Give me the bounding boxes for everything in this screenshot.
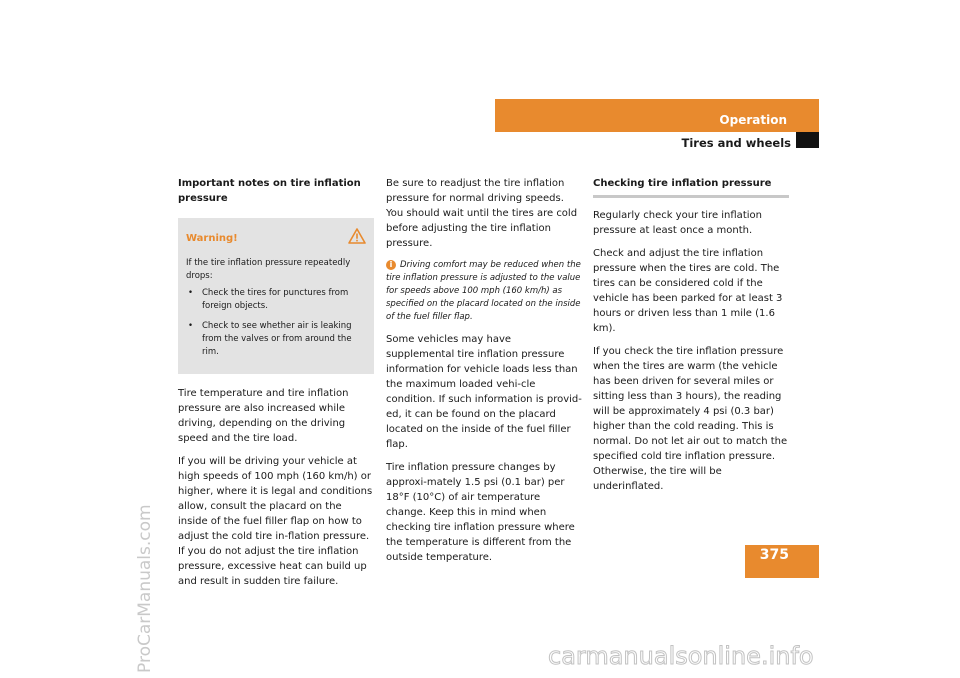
section-title: Operation <box>719 113 787 127</box>
page-number: 375 <box>759 547 789 563</box>
info-note-text: Driving comfort may be reduced when the tire inflation pressure is adjusted to the value for speeds above 100 mph (160 km/h) as specified on the placard located on the inside of the fuel filler flap. <box>386 260 581 322</box>
warning-intro: If the tire inflation pressure repeatedly drops: <box>186 258 351 281</box>
paragraph: If you check the tire inflation pressure when the tires are warm (the vehicle has been driven for several miles or sitting less than 3 hours), the reading will be approximately 4 psi (0.3 bar) higher than the cold reading. This is normal. Do not let air out to match the specified cold tire inflation pressure. Otherwise, the tire will be underinflated. <box>593 346 788 492</box>
paragraph: Tire inflation pressure changes by approxi-mately 1.5 psi (0.1 bar) per 18°F (10°C) of air temperature change. Keep this in mind when checking tire inflation pressure where the temperature is different from the outside temperature. <box>386 462 575 563</box>
warning-item: • Check to see whether air is leaking from the valves or from around the rim. <box>186 320 366 359</box>
side-watermark <box>128 258 158 678</box>
warning-title: Warning! <box>186 233 238 244</box>
section-heading: Important notes on tire inflation pressure <box>178 178 361 204</box>
paragraph: Check and adjust the tire inflation pressure when the tires are cold. The tires can be considered cold if the vehicle has been parked for at least 3 hours or driven less than 1 mile (1.6 km). <box>593 248 783 334</box>
column-2 <box>386 176 582 573</box>
subsection-title: Tires and wheels <box>681 136 791 150</box>
warning-triangle-icon <box>348 228 366 249</box>
info-icon: i <box>386 260 396 270</box>
warning-box <box>178 218 374 374</box>
paragraph: Be sure to readjust the tire inflation pressure for normal driving speeds. You should wait until the tires are cold before adjusting the tire inflation pressure. <box>386 178 578 249</box>
column-3 <box>593 176 789 502</box>
warning-list <box>186 287 366 359</box>
page-number-box <box>745 545 819 578</box>
footer-watermark <box>548 640 948 670</box>
paragraph: Regularly check your tire inflation pressure at least once a month. <box>593 210 762 236</box>
column-1 <box>178 176 374 597</box>
paragraph: If you will be driving your vehicle at high speeds of 100 mph (160 km/h) or higher, where it is legal and conditions allow, consult the placard on the inside of the fuel filler flap on how to adjust the cold tire in-flation pressure. If you do not adjust the tire inflation pressure, excessive heat can build up and result in sudden tire failure. <box>178 456 373 587</box>
paragraph: Tire temperature and tire inflation pressure are also increased while driving, depending on the driving speed and the tire load. <box>178 388 349 444</box>
header-marker <box>796 132 819 148</box>
svg-text:ProCarManuals.com: ProCarManuals.com <box>135 504 155 673</box>
warning-item: • Check the tires for punctures from foreign objects. <box>186 287 366 313</box>
section-heading: Checking tire inflation pressure <box>593 176 789 198</box>
header-band <box>495 99 819 132</box>
info-note <box>386 259 582 324</box>
paragraph: Some vehicles may have supplemental tire inflation pressure information for vehicle loads less than the maximum loaded vehi-cle condition. If such information is provid-ed, it can be found on the placard located on the inside of the fuel filler flap. <box>386 334 582 450</box>
svg-text:carmanualsonline.info: carmanualsonline.info <box>548 642 814 670</box>
